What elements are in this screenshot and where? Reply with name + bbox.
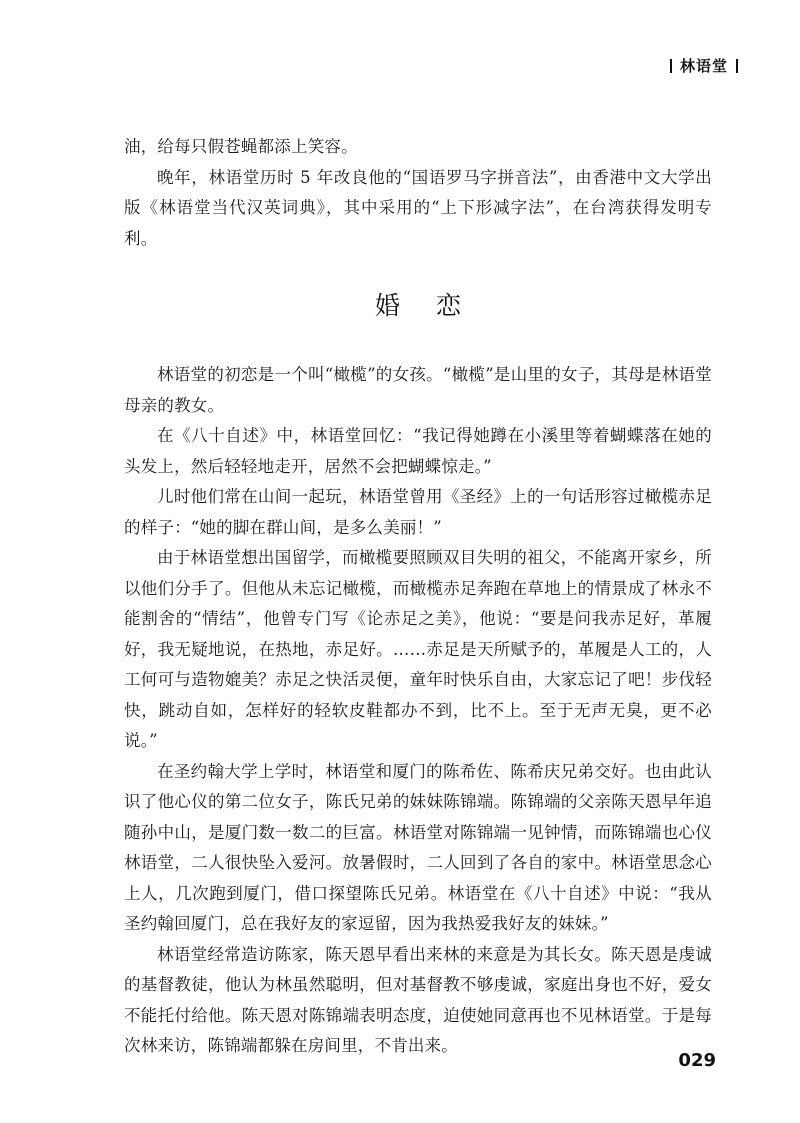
running-header [670, 55, 738, 76]
body-text [124, 132, 712, 1062]
paragraph: 林语堂的初恋是一个叫“橄榄”的女孩。“橄榄”是山里的女子，其母是林语堂母亲的教女。 [124, 365, 712, 415]
paragraph: 油，给每只假苍蝇都添上笑容。 [124, 137, 358, 156]
paragraph: 在圣约翰大学上学时，林语堂和厦门的陈希佐、陈希庆兄弟交好。也由此认识了他心仪的第二位女子，陈氏兄弟的妹妹陈锦端。陈锦端的父亲陈天恩早年追随孙中山，是厦门数一数二的巨富。林语堂对陈锦端一见钟情，而陈锦端也心仪林语堂，二人很快坠入爱河。放暑假时，二人回到了各自的家中。林语堂思念心上人，几次跑到厦门，借口探望陈氏兄弟。林语堂在《八十自述》中说：“我从圣约翰回厦门，总在我好友的家逗留，因为我热爱我好友的妹妹。” [124, 761, 712, 933]
paragraph: 由于林语堂想出国留学，而橄榄要照顾双目失明的祖父，不能离开家乡，所以他们分手了。但他从未忘记橄榄，而橄榄赤足奔跑在草地上的情景成了林永不能割舍的“情结”，他曾专门写《论赤足之美》，他说：“要是问我赤足好，革履好，我无疑地说，在热地，赤足好。……赤足是天所赋予的，革履是人工的，人工何可与造物媲美？赤足之快活灵便，童年时快乐自由，大家忘记了吧！步伐轻快，跳动自如，怎样好的轻软皮鞋都办不到，比不上。至于无声无臭，更不必说。” [124, 548, 712, 750]
paragraph: 林语堂经常造访陈家，陈天恩早看出来林的来意是为其长女。陈天恩是虔诚的基督教徒，他认为林虽然聪明，但对基督教不够虔诚，家庭出身也不好，爱女不能托付给他。陈天恩对陈锦端表明态度，迫使她同意再也不见林语堂。于是每次林来访，陈锦端都躲在房间里，不肯出来。 [124, 944, 712, 1055]
section-title: 婚 恋 [375, 291, 475, 320]
paragraph: 儿时他们常在山间一起玩，林语堂曾用《圣经》上的一句话形容过橄榄赤足的样子：“她的脚在群山间，是多么美丽！” [124, 487, 712, 537]
header-left-bar [670, 59, 672, 73]
paragraph: 晚年，林语堂历时 5 年改良他的“国语罗马字拼音法”，由香港中文大学出版《林语堂当代汉英词典》，其中采用的“上下形减字法”，在台湾获得发明专利。 [124, 167, 712, 248]
running-title: 林语堂 [679, 57, 728, 75]
page-number: 029 [678, 1050, 716, 1071]
paragraph: 在《八十自述》中，林语堂回忆：“我记得她蹲在小溪里等着蝴蝶落在她的头发上，然后轻轻地走开，居然不会把蝴蝶惊走。” [124, 426, 712, 476]
header-right-bar [736, 59, 738, 73]
